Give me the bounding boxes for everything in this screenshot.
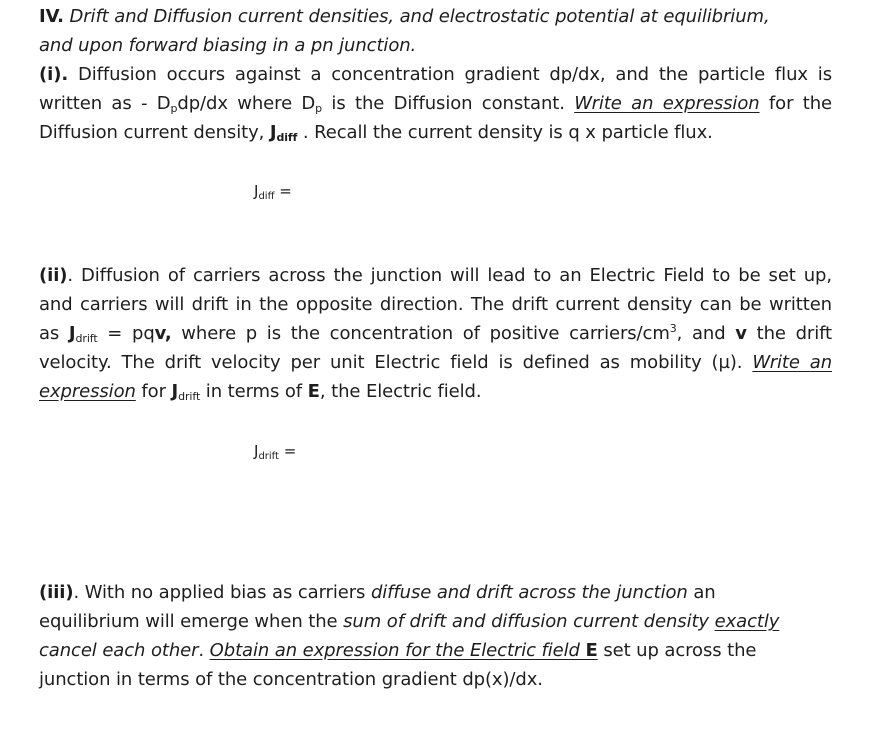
part-iii-paragraph (39, 578, 799, 694)
part-ii-text: , and (676, 323, 736, 344)
part-iii-text: . (198, 640, 210, 661)
symbol-J: J (68, 323, 76, 344)
symbol-v: v, (154, 323, 172, 344)
part-iii-exactly: exactly (714, 611, 780, 632)
symbol-J: J (171, 381, 179, 402)
part-i-label: (i). (39, 64, 69, 85)
equation-jdrift (254, 441, 296, 461)
symbol-E: E (585, 640, 598, 661)
subscript-drift: drift (75, 332, 98, 345)
section-title-line1: Drift and Diffusion current densities, and electrostatic potential at equilibrium, (69, 6, 770, 27)
part-ii-text: for (135, 381, 172, 402)
part-i-text: dp/dx where D (177, 93, 316, 114)
subscript-p: p (170, 102, 178, 115)
instruction-write-expression: Write an expression (39, 352, 832, 402)
part-ii-text: the drift velocity. The drift velocity per unit Electric field is defined as mobility (µ). (39, 323, 832, 373)
equals-sign: = (274, 182, 292, 200)
subscript-diff: diff (276, 131, 298, 144)
section-number: IV. (39, 6, 64, 27)
part-iii-text: an equilibrium will emerge when the (39, 582, 716, 632)
part-i-text: Diffusion occurs against a concentration gradient dp/dx, and the particle flux is written as - D (39, 64, 832, 114)
part-i-text: . Recall the current density is q x particle flux. (297, 122, 713, 143)
section-heading (39, 2, 832, 60)
instruction-obtain-expression: Obtain an expression for the Electric field (209, 640, 586, 661)
part-ii-paragraph (39, 261, 832, 406)
equals-sign: = (278, 442, 297, 460)
equation-jdiff (254, 181, 292, 201)
part-ii-text: . Diffusion of carriers across the junction will lead to an Electric Field to be set up, and carriers will drift in the opposite direction. The drift current density can be written as (39, 265, 832, 344)
part-i-text: for the Diffusion current density, (39, 93, 832, 143)
symbol-J: J (254, 182, 259, 200)
part-i-text: is the Diffusion constant. (322, 93, 575, 114)
section-title-line2: and upon forward biasing in a pn junction. (39, 35, 417, 56)
subscript-drift: drift (178, 390, 201, 403)
instruction-write-expression: Write an expression (574, 93, 760, 114)
part-ii-text: = pq (97, 323, 155, 344)
part-ii-text: in terms of (200, 381, 308, 402)
part-iii-emphasis: cancel each other (39, 640, 199, 661)
part-i-paragraph (39, 60, 832, 147)
symbol-E: E (307, 381, 320, 402)
symbol-v: v (735, 323, 747, 344)
part-ii-text: where p is the concentration of positive carriers/cm (171, 323, 670, 344)
superscript-3: 3 (669, 322, 677, 335)
symbol-J: J (254, 442, 259, 460)
part-iii-text: set up across the junction in terms of the concentration gradient dp(x)/dx. (39, 640, 757, 690)
subscript-drift: drift (258, 451, 279, 462)
subscript-p: p (315, 102, 323, 115)
part-iii-text: . With no applied bias as carriers (73, 582, 371, 603)
part-iii-emphasis: diffuse and drift across the junction (370, 582, 688, 603)
part-ii-label: (ii) (39, 265, 68, 286)
symbol-J: J (269, 122, 277, 143)
part-ii-text: , the Electric field. (319, 381, 482, 402)
subscript-diff: diff (258, 191, 275, 202)
part-iii-emphasis: sum of drift and diffusion current density (343, 611, 709, 632)
part-iii-label: (iii) (39, 582, 74, 603)
